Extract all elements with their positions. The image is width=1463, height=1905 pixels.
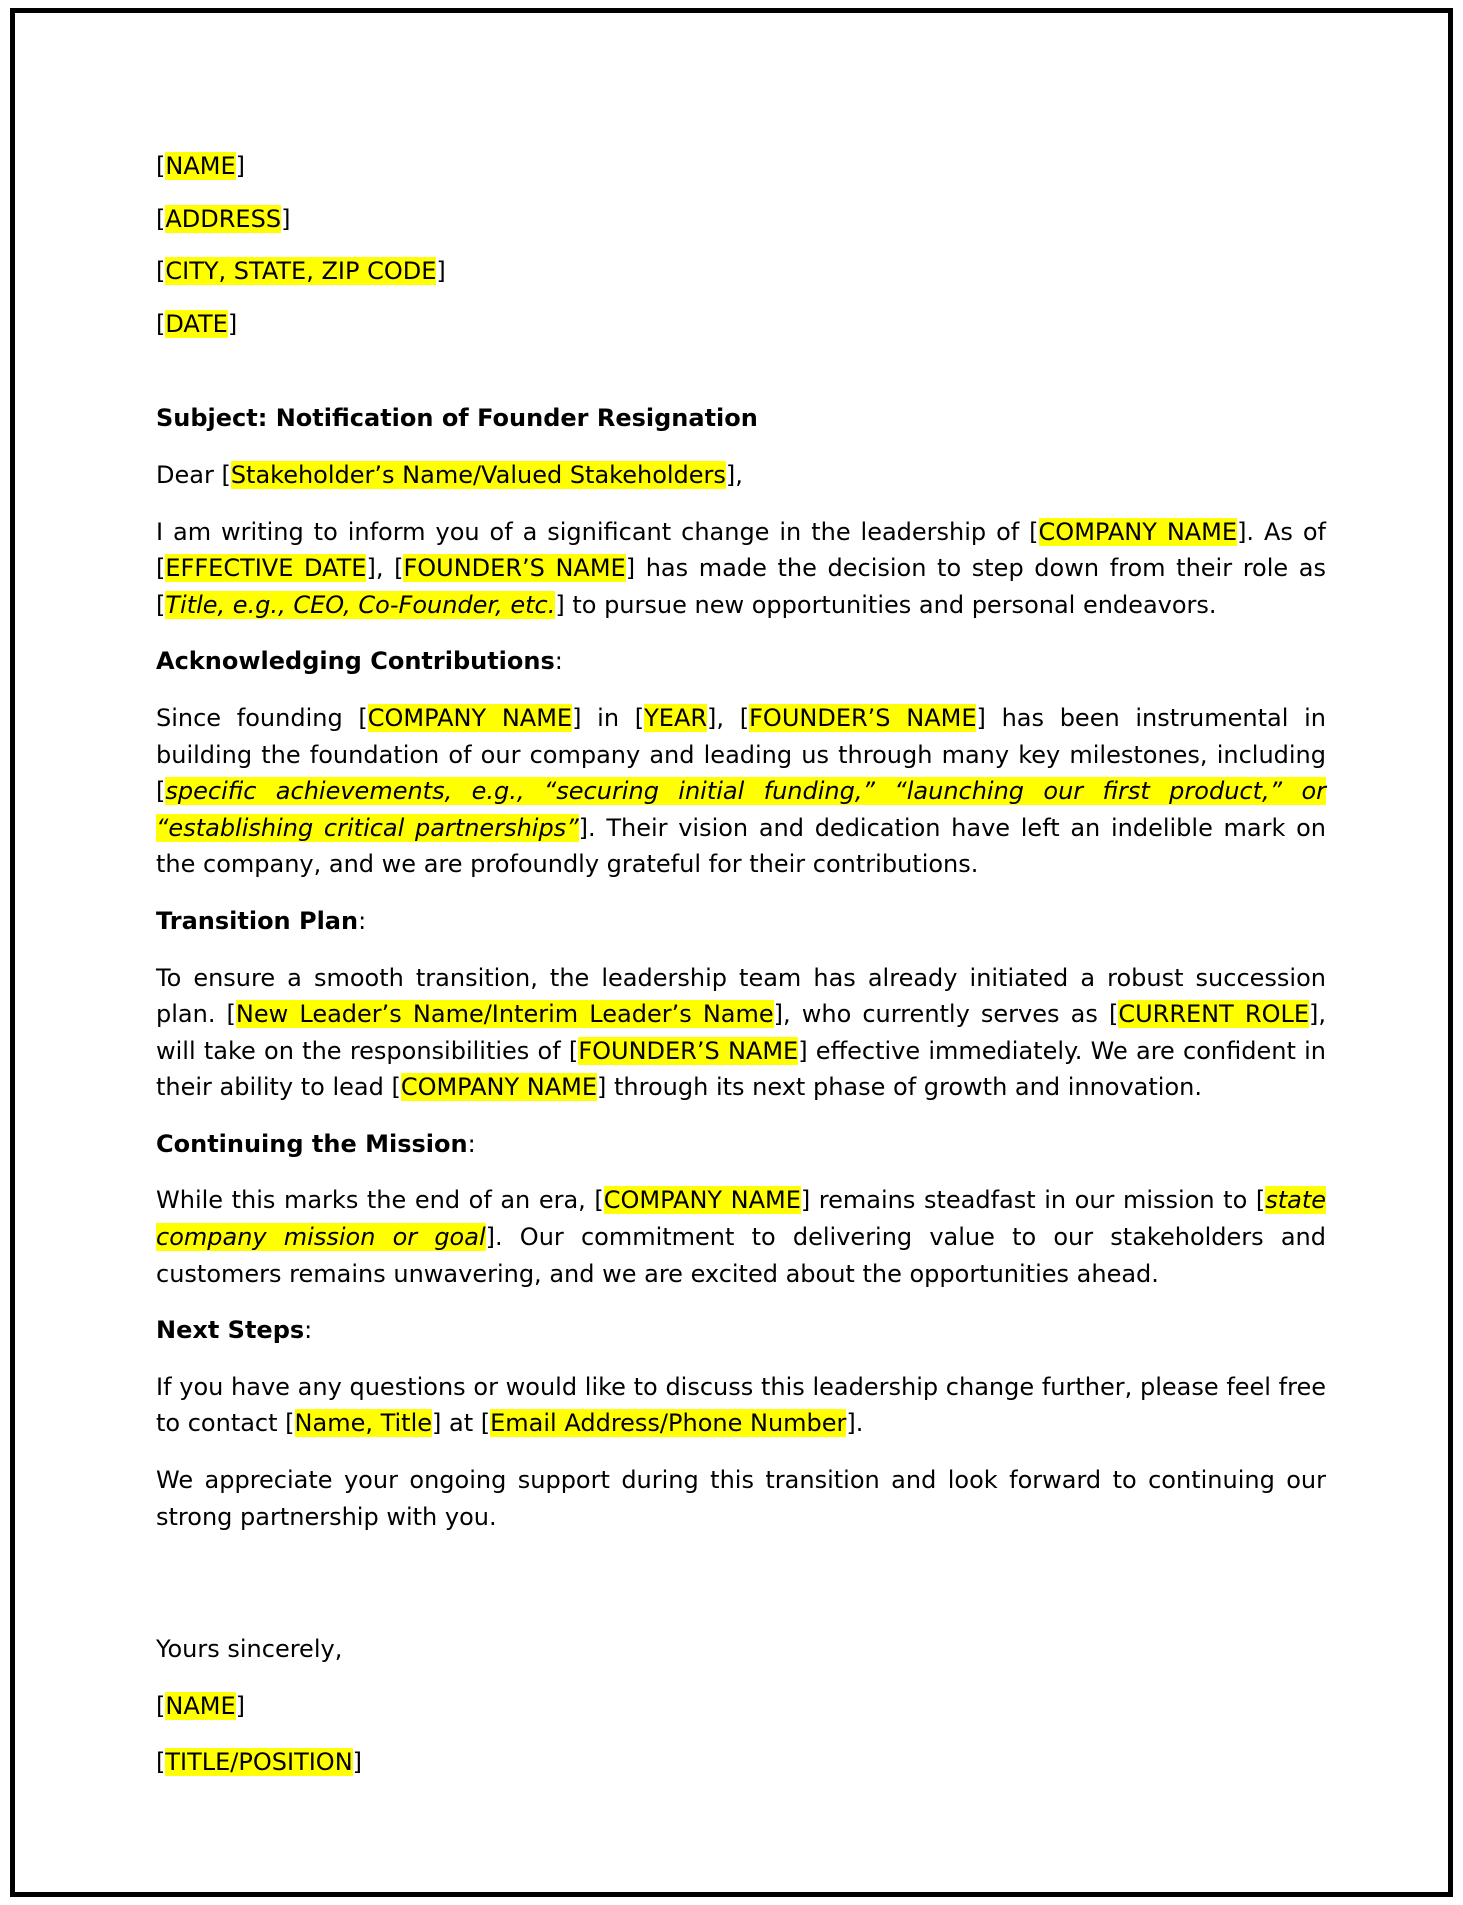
closing-line: Yours sincerely,	[156, 1635, 343, 1664]
founder-placeholder: FOUNDER’S NAME	[403, 554, 626, 583]
sender-address-line: [ADDRESS]	[156, 204, 291, 233]
letter-body	[156, 148, 1326, 1801]
sender-name-placeholder: NAME	[165, 152, 236, 180]
sender-name-line: [NAME]	[156, 152, 245, 180]
recipient-placeholder: Stakeholder’s Name/Valued Stakeholders	[230, 460, 726, 489]
signature-name-placeholder: NAME	[165, 1691, 236, 1720]
next-steps-paragraph: If you have any questions or would like to discuss this leadership change further, please feel free to contact [Name, Title] at [Email Address/Phone Number].	[156, 1372, 1326, 1438]
sender-block	[156, 148, 1326, 342]
document-page	[10, 8, 1453, 1897]
current-role-placeholder: CURRENT ROLE	[1118, 1000, 1309, 1029]
company-placeholder: COMPANY NAME	[367, 703, 573, 732]
mission-heading: Continuing the Mission:	[156, 1129, 476, 1158]
date-line: [DATE]	[156, 309, 238, 338]
signature-name-line: [NAME]	[156, 1691, 245, 1720]
next-steps-heading: Next Steps:	[156, 1316, 313, 1345]
subject-line: Subject: Notification of Founder Resignation	[156, 404, 758, 433]
contributions-heading: Acknowledging Contributions:	[156, 647, 563, 676]
founder-placeholder: FOUNDER’S NAME	[578, 1036, 799, 1065]
signature-title-placeholder: TITLE/POSITION	[165, 1748, 353, 1777]
company-placeholder: COMPANY NAME	[603, 1186, 801, 1215]
intro-paragraph: I am writing to inform you of a significant change in the leadership of [COMPANY NAME]. As of [EFFECTIVE DATE], [FOUNDER’S NAME] has made the decision to step down from their role as [Title, e.g., CEO, Co-Founder, etc.] to pursue new opportunities and personal endeavors.	[156, 517, 1327, 619]
year-placeholder: YEAR	[644, 703, 708, 732]
contributions-paragraph: Since founding [COMPANY NAME] in [YEAR], [FOUNDER’S NAME] has been instrumental in building the foundation of our company and leading us through many key milestones, including [specific achievements, e.g., “securing initial funding,” “launching our first product,” or “establishing critical partnerships”]. Their vision and dedication have left an indelible mark on the company, and we are profoundly grateful for their contributions.	[156, 703, 1326, 879]
effective-date-placeholder: EFFECTIVE DATE	[165, 554, 367, 583]
title-placeholder: Title, e.g., CEO, Co-Founder, etc.	[165, 590, 556, 619]
company-placeholder: COMPANY NAME	[400, 1073, 598, 1102]
salutation: Dear [Stakeholder’s Name/Valued Stakeholders],	[156, 460, 743, 489]
new-leader-placeholder: New Leader’s Name/Interim Leader’s Name	[235, 1000, 774, 1029]
mission-goal-placeholder: state company mission or goal	[156, 1186, 1327, 1252]
founder-placeholder: FOUNDER’S NAME	[749, 703, 977, 732]
sender-address-placeholder: ADDRESS	[165, 204, 282, 233]
achievements-placeholder: specific achievements, e.g., “securing initial funding,” “launching our first product,” or “establishing critical partnerships”	[156, 777, 1326, 842]
sender-city-line: [CITY, STATE, ZIP CODE]	[156, 257, 446, 286]
company-placeholder: COMPANY NAME	[1038, 517, 1238, 546]
transition-paragraph: To ensure a smooth transition, the leadership team has already initiated a robust succession plan. [New Leader’s Name/Interim Leader’s Name], who currently serves as [CURRENT ROLE], will take on the responsibilities of [FOUNDER’S NAME] effective immediately. We are confident in their ability to lead [COMPANY NAME] through its next phase of growth and innovation.	[156, 963, 1327, 1102]
mission-paragraph: While this marks the end of an era, [COMPANY NAME] remains steadfast in our mission to [state company mission or goal]. Our commitment to delivering value to our stakeholders and customers remains unwavering, and we are excited about the opportunities ahead.	[156, 1186, 1327, 1288]
date-placeholder: DATE	[165, 309, 228, 338]
contact-placeholder: Name, Title	[294, 1409, 433, 1438]
signature-title-line: [TITLE/POSITION]	[156, 1748, 363, 1777]
email-phone-placeholder: Email Address/Phone Number	[490, 1409, 847, 1438]
appreciation-paragraph: We appreciate your ongoing support during this transition and look forward to continuing our strong partnership with you.	[156, 1466, 1326, 1531]
sender-city-placeholder: CITY, STATE, ZIP CODE	[165, 257, 437, 286]
transition-heading: Transition Plan:	[156, 906, 367, 935]
